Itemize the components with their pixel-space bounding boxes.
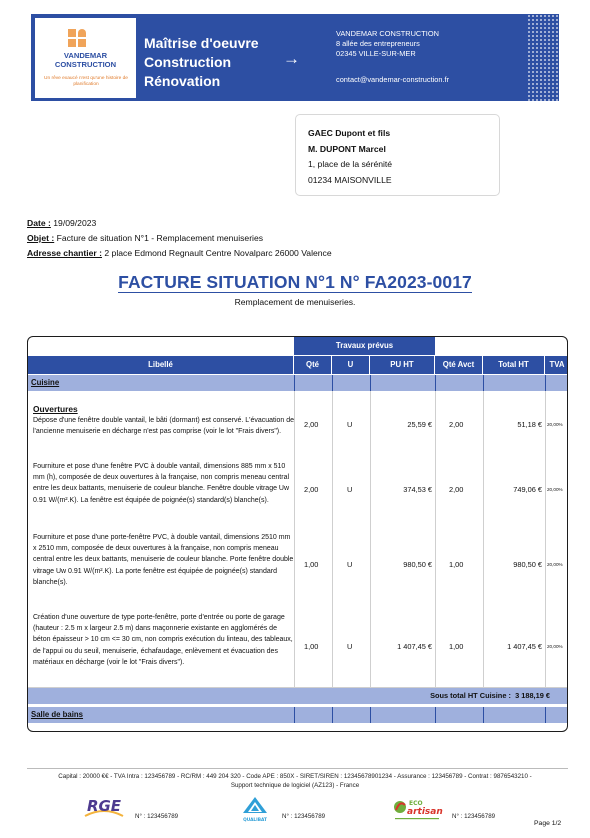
row-vat: 20,00% [547, 487, 563, 492]
row-description: Fourniture et pose d'une porte-fenêtre PVC, à double vantail, dimensions 2510 mm x 2510 mm, composée de deux ouvertures à la française, non compris meneau central entre les deux battants, menuiserie de couleur blanche. Porte fenêtre double vitrage Uw 0.91 W/(m².K). La porte fenêtre est équipée de poignée(s) standard blanche(s). [33, 534, 294, 586]
subtotal-row [28, 688, 568, 704]
col-qty-progress: Qté Avct [435, 356, 483, 374]
row-unit-price: 25,59 € [407, 420, 432, 429]
header-banner [31, 14, 559, 101]
row-vat: 20,00% [547, 422, 563, 427]
col-qty: Qté [294, 356, 332, 374]
row-description: Création d'une ouverture de type porte-fenêtre, porte d'entrée ou porte de garage (hauteur : 2.5 m x largeur 2.5 m) dans maçonnerie existante en agglomérés de béton épaisseur > 10 cm <= 30 cm, non compris exécution du linteau, des tableaux, de l'appui ou du seuil, menuiserie, échafaudage, enlèvement et évacuation des matériaux en décharge (voir le lot "Frais divers"). [33, 614, 293, 666]
eco-artisan-number: N° : 123456789 [452, 813, 496, 820]
row-qty-progress: 2,00 [449, 420, 464, 429]
col-unit: U [332, 356, 370, 374]
row-vat: 20,00% [547, 562, 563, 567]
row-total: 1 407,45 € [507, 642, 542, 651]
row-total: 980,50 € [513, 560, 542, 569]
col-total: Total HT [483, 356, 545, 374]
row-description: Dépose d'une fenêtre double vantail, le bâti (dormant) est conservé. L'évacuation de l'ancienne menuiserie en décharge n'est pas comprise (voir le lot "Frais divers"). [33, 417, 295, 436]
eco-artisan-logo [393, 797, 443, 823]
col-vat: TVA [545, 356, 568, 374]
subtotal-cuisine: Sous total HT Cuisine : 3 188,19 € [430, 691, 550, 700]
row-unit: U [347, 560, 353, 569]
client-company: GAEC Dupont et fils [308, 128, 391, 138]
footer-support: Support technique de logiciel (AZ123) - France [230, 782, 360, 789]
row-qty-progress: 2,00 [449, 485, 464, 494]
svg-text:QUALIBAT: QUALIBAT [243, 818, 267, 823]
row-total: 51,18 € [517, 420, 542, 429]
invoice-table [27, 336, 568, 732]
client-city: 01234 MAISONVILLE [308, 174, 392, 185]
footer-legal: Capital : 20000 €€ - TVA Intra : 123456789 - RC/RM : 449 204 320 - Code APE : 850X - SIRET/SIREN : 12345678901234 - Assurance : 123456789 - Contrat : 9876543210 - [58, 773, 532, 780]
logo-tagline: Un rêve exaucé n'est qu'une histoire de planification [44, 76, 128, 87]
row-unit-price: 1 407,45 € [397, 642, 432, 651]
qualibat-number: N° : 123456789 [282, 813, 326, 820]
rge-number: N° : 123456789 [135, 813, 179, 820]
client-address-box [295, 114, 500, 196]
row-unit: U [347, 485, 353, 494]
site-address: Adresse chantier : 2 place Edmond Regnault Centre Novalparc 26000 Valence [27, 248, 332, 258]
svg-text:artisan: artisan [407, 807, 443, 817]
section-row-salle-de-bains [28, 707, 568, 723]
company-email[interactable]: contact@vandemar-construction.fr [336, 75, 450, 84]
section-row-cuisine [28, 375, 568, 391]
dot-pattern [527, 14, 559, 101]
page-number: Page 1/2 [534, 820, 562, 827]
row-qty-progress: 1,00 [449, 642, 464, 651]
row-unit-price: 374,53 € [403, 485, 432, 494]
row-qty-progress: 1,00 [449, 560, 464, 569]
document-subtitle: Remplacement de menuiseries. [234, 297, 356, 307]
section-label: Salle de bains [31, 710, 84, 719]
row-description: Fourniture et pose d'une fenêtre PVC à double vantail, dimensions 885 mm x 510 mm (h), composée de deux ouvertures à la française, non compris meneau central entre les deux battants, menuiserie de couleur blanche. Fenêtre double vitrage Uw 0.91 W/(m².K). La fenêtre est équipée de poignée(s) standard(s) blanche(s). [33, 463, 290, 504]
section-label: Cuisine [31, 378, 60, 387]
row-qty: 2,00 [304, 485, 319, 494]
invoice-date: Date : 19/09/2023 [27, 218, 97, 228]
logo-name: VANDEMAR CONSTRUCTION [54, 51, 117, 69]
row-unit-price: 980,50 € [403, 560, 432, 569]
rge-logo [82, 794, 126, 820]
qualibat-logo [240, 795, 270, 823]
row-unit: U [347, 642, 353, 651]
invoice-object: Objet : Facture de situation N°1 - Remplacement menuiseries [27, 233, 264, 243]
arrow-icon: → [283, 49, 300, 68]
svg-text:ECO: ECO [409, 800, 423, 807]
table-header-row [28, 356, 568, 374]
client-street: 1, place de la sérénité [308, 159, 393, 169]
footer-divider [27, 768, 568, 769]
group-title: Ouvertures [33, 404, 78, 414]
row-unit: U [347, 420, 353, 429]
client-name: M. DUPONT Marcel [308, 143, 386, 154]
row-total: 749,06 € [513, 485, 542, 494]
row-qty: 2,00 [304, 420, 319, 429]
col-libelle: Libellé [28, 356, 294, 374]
house-icon [68, 29, 86, 47]
document-title: FACTURE SITUATION N°1 N° FA2023-0017 [118, 272, 472, 292]
svg-text:RGE: RGE [86, 797, 122, 815]
banner-title: Maîtrise d'oeuvre Construction Rénovation [144, 35, 259, 89]
row-qty: 1,00 [304, 642, 319, 651]
company-logo [35, 18, 136, 98]
company-address: VANDEMAR CONSTRUCTION 8 allée des entrepreneurs 02345 VILLE-SUR-MER [336, 29, 439, 59]
row-qty: 1,00 [304, 560, 319, 569]
col-unit-price: PU HT [370, 356, 435, 374]
group-header-planned-works: Travaux prévus [294, 337, 435, 355]
row-vat: 20,00% [547, 644, 563, 649]
